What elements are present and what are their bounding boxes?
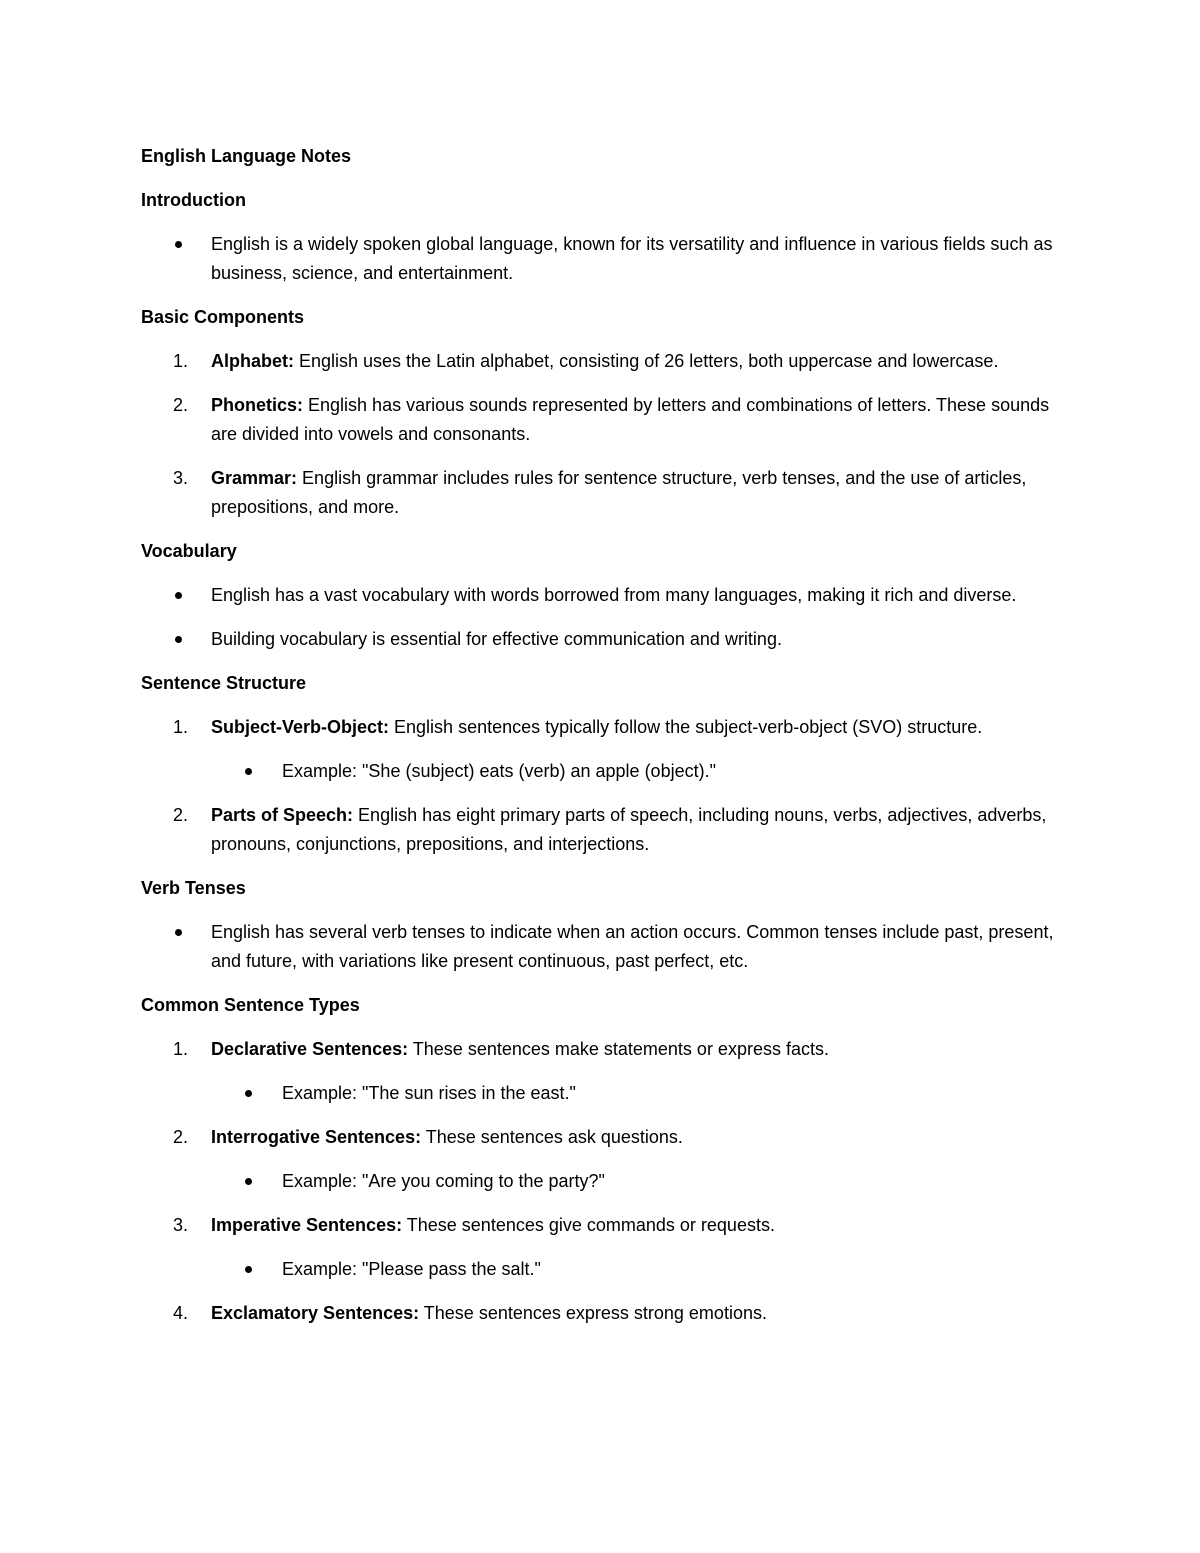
list-item-term: Imperative Sentences: [211, 1215, 403, 1235]
list-item-term: Phonetics: [211, 395, 304, 415]
list-item-term: Grammar: [211, 468, 298, 488]
bullet-icon [245, 1178, 252, 1185]
vocabulary-bullet-list [141, 581, 1071, 654]
list-item [141, 1035, 1071, 1108]
list-item [141, 581, 1071, 610]
example-item [141, 1079, 1071, 1108]
list-item-term: Alphabet: [211, 351, 294, 371]
list-item-text: English has a vast vocabulary with words borrowed from many languages, making it rich and diverse. [211, 585, 1017, 605]
list-item-text: English sentences typically follow the subject-verb-object (SVO) structure. [389, 717, 983, 737]
list-item-term: Parts of Speech: [211, 805, 354, 825]
section-heading-verb-tenses: Verb Tenses [141, 878, 246, 898]
list-item [141, 391, 1071, 449]
section-heading-common-sentence-types: Common Sentence Types [141, 995, 360, 1015]
list-number: 3. [173, 468, 189, 488]
document-page [141, 142, 1071, 1343]
list-item-text: English has various sounds represented by letters and combinations of letters. These sounds are divided into vowels and consonants. [211, 395, 1050, 444]
list-item-term: Interrogative Sentences: [211, 1127, 422, 1147]
bullet-icon [175, 241, 182, 248]
list-item [141, 1299, 1071, 1328]
section-heading-vocabulary: Vocabulary [141, 541, 237, 561]
list-item [141, 918, 1071, 976]
list-item-text: These sentences make statements or express facts. [408, 1039, 829, 1059]
list-number: 2. [173, 395, 189, 415]
example-item [141, 757, 1071, 786]
list-item [141, 625, 1071, 654]
example-text: Example: "Please pass the salt." [282, 1259, 541, 1279]
verb-tenses-bullet-list [141, 918, 1071, 976]
list-item [141, 464, 1071, 522]
sentence-structure-list [141, 713, 1071, 859]
introduction-bullet-list [141, 230, 1071, 288]
bullet-icon [175, 636, 182, 643]
list-number: 1. [173, 717, 189, 737]
list-item-text: These sentences ask questions. [421, 1127, 683, 1147]
list-item [141, 713, 1071, 786]
list-number: 2. [173, 805, 189, 825]
example-item [141, 1255, 1071, 1284]
list-number: 1. [173, 351, 189, 371]
list-item [141, 1123, 1071, 1196]
list-number: 3. [173, 1215, 189, 1235]
document-title: English Language Notes [141, 146, 352, 166]
example-text: Example: "Are you coming to the party?" [282, 1171, 605, 1191]
sentence-types-list [141, 1035, 1071, 1328]
bullet-icon [175, 592, 182, 599]
section-heading-introduction: Introduction [141, 190, 246, 210]
bullet-icon [245, 1266, 252, 1273]
list-number: 4. [173, 1303, 189, 1323]
list-item [141, 230, 1071, 288]
example-item [141, 1167, 1071, 1196]
list-item [141, 801, 1071, 859]
list-number: 2. [173, 1127, 189, 1147]
section-heading-sentence-structure: Sentence Structure [141, 673, 307, 693]
list-item-text: English has several verb tenses to indicate when an action occurs. Common tenses include past, present, and future, with variations like present continuous, past perfect, etc. [211, 922, 1054, 971]
list-item-text: English has eight primary parts of speech, including nouns, verbs, adjectives, adverbs, pronouns, conjunctions, prepositions, and interjections. [211, 805, 1047, 854]
bullet-icon [245, 1090, 252, 1097]
list-item-text: Building vocabulary is essential for effective communication and writing. [211, 629, 782, 649]
example-text: Example: "The sun rises in the east." [282, 1083, 576, 1103]
list-item-text: These sentences express strong emotions. [419, 1303, 767, 1323]
list-item-text: These sentences give commands or requests. [402, 1215, 775, 1235]
example-text: Example: "She (subject) eats (verb) an apple (object)." [282, 761, 716, 781]
bullet-icon [175, 929, 182, 936]
list-item-text: English uses the Latin alphabet, consisting of 26 letters, both uppercase and lowercase. [294, 351, 999, 371]
list-item [141, 347, 1071, 376]
basic-components-list [141, 347, 1071, 522]
list-number: 1. [173, 1039, 189, 1059]
section-heading-basic-components: Basic Components [141, 307, 305, 327]
bullet-icon [245, 768, 252, 775]
list-item-term: Exclamatory Sentences: [211, 1303, 420, 1323]
list-item [141, 1211, 1071, 1284]
list-item-term: Subject-Verb-Object: [211, 717, 390, 737]
list-item-text: English is a widely spoken global language, known for its versatility and influence in various fields such as business, science, and entertainment. [211, 234, 1053, 283]
list-item-term: Declarative Sentences: [211, 1039, 409, 1059]
list-item-text: English grammar includes rules for sentence structure, verb tenses, and the use of articles, prepositions, and more. [211, 468, 1027, 517]
